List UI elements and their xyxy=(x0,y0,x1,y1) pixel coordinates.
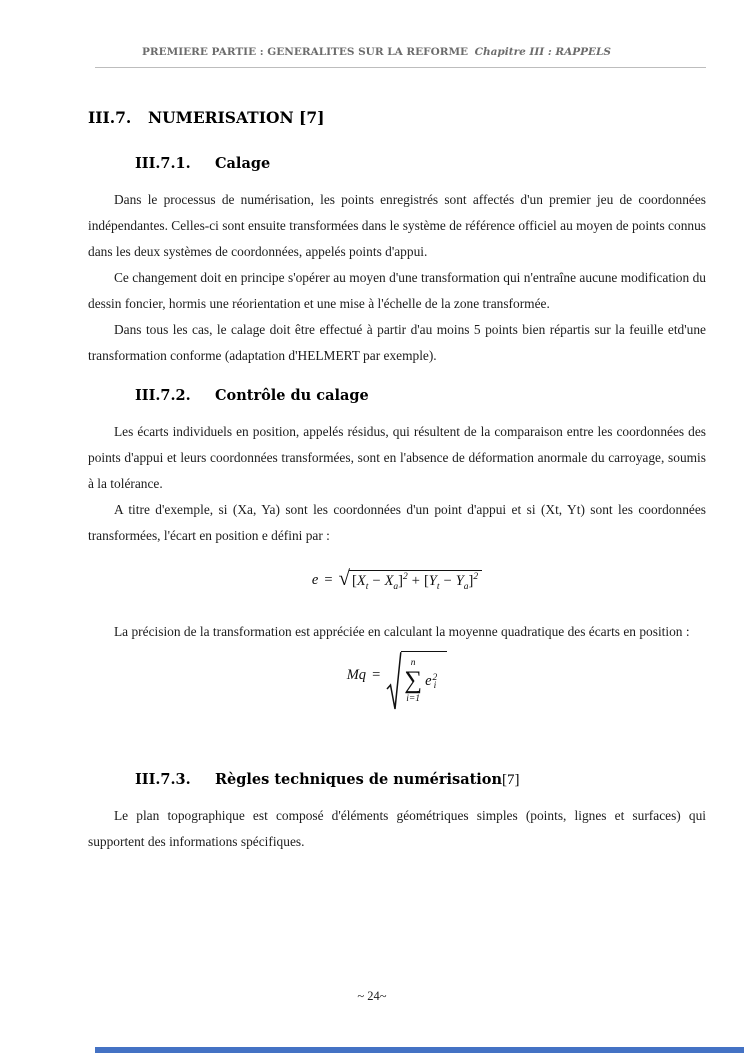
sum-upper-limit: n xyxy=(410,658,416,668)
formula-ecart-position xyxy=(88,566,706,596)
paragraph-calage-2: Ce changement doit en principe s'opérer au moyen d'une transformation qui n'entraîne aucune modification du dessin foncier, hormis une réorientation et une mise à l'échelle de la zone transformée. xyxy=(88,270,706,311)
subscript: i xyxy=(433,681,437,691)
header-chapter-title: Chapitre III : RAPPELS xyxy=(474,46,611,58)
subsection-title-reference: [7] xyxy=(502,772,520,788)
paragraph-calage-3: Dans tous les cas, le calage doit être effectué à partir d'au moins 5 points bien répartis sur la feuille etd'une transformation conforme (adaptation d'HELMERT par exemple). xyxy=(88,322,706,363)
square-root xyxy=(338,566,483,592)
paragraph-regles: Le plan topographique est composé d'éléments géométriques simples (points, lignes et surfaces) qui supportent des informations spécifiques. xyxy=(88,808,706,849)
radical-sign xyxy=(386,651,402,713)
subsection-title: Contrôle du calage xyxy=(215,387,369,404)
header-part-title: PREMIERE PARTIE : GENERALITES SUR LA REFORME xyxy=(142,46,469,58)
section-number: III.7. xyxy=(88,108,132,127)
section-title: NUMERISATION [7] xyxy=(148,108,325,127)
paragraph-controle-1: Les écarts individuels en position, appelés résidus, qui résultent de la comparaison entre les coordonnées des points d'appui et leurs coordonnées transformées, sont en l'absence de déformation anormale du carroyage, soumis à la tolérance. xyxy=(88,424,706,491)
radicand xyxy=(401,651,447,707)
page-header xyxy=(95,0,706,68)
square-root xyxy=(386,651,447,713)
equals-sign: = xyxy=(372,666,381,683)
radicand: $[X_t - X_a]^2 + [Y_t - Y_a]^2$ xyxy=(349,570,482,591)
subsection-heading-regles-techniques xyxy=(135,770,706,790)
summation xyxy=(404,658,422,704)
subsection-number: III.7.1. xyxy=(135,155,191,172)
page-number: ~ 24~ xyxy=(357,989,387,1003)
subsection-heading-calage xyxy=(135,154,706,174)
subsection-number: III.7.3. xyxy=(135,771,191,788)
summand: e 2 i xyxy=(425,672,438,691)
subsection-title: Calage xyxy=(215,155,271,172)
superscript: 2 xyxy=(432,673,438,683)
sigma-sign: ∑ xyxy=(404,667,423,694)
sum-lower-limit: i=1 xyxy=(406,694,421,704)
section-heading-numerisation xyxy=(88,108,706,128)
subsection-heading-controle-calage xyxy=(135,386,706,406)
page-footer xyxy=(0,989,744,1004)
footer-accent-bar xyxy=(95,1047,744,1053)
paragraph-calage-1: Dans le processus de numérisation, les points enregistrés sont affectés d'un premier jeu de coordonnées indépendantes. Celles-ci sont ensuite transformées dans le système de référence officiel au moyen de points connus dans les deux systèmes de coordonnées, appelés points d'appui. xyxy=(88,192,706,259)
radical-sign: √ xyxy=(338,566,351,590)
paragraph-precision: La précision de la transformation est appréciée en calculant la moyenne quadratique des écarts en position : xyxy=(114,624,690,639)
formula-moyenne-quadratique xyxy=(88,651,706,713)
document-content xyxy=(88,108,706,855)
formula-lhs: e xyxy=(311,571,319,588)
equals-sign: = xyxy=(324,571,333,588)
paragraph-controle-2: A titre d'exemple, si (Xa, Ya) sont les coordonnées d'un point d'appui et si (Xt, Yt) sont les coordonnées transformées, l'écart en position e défini par : xyxy=(88,502,706,543)
subsection-number: III.7.2. xyxy=(135,387,191,404)
subsection-title: Règles techniques de numérisation xyxy=(215,771,503,788)
formula-lhs: Mq = xyxy=(346,666,381,683)
